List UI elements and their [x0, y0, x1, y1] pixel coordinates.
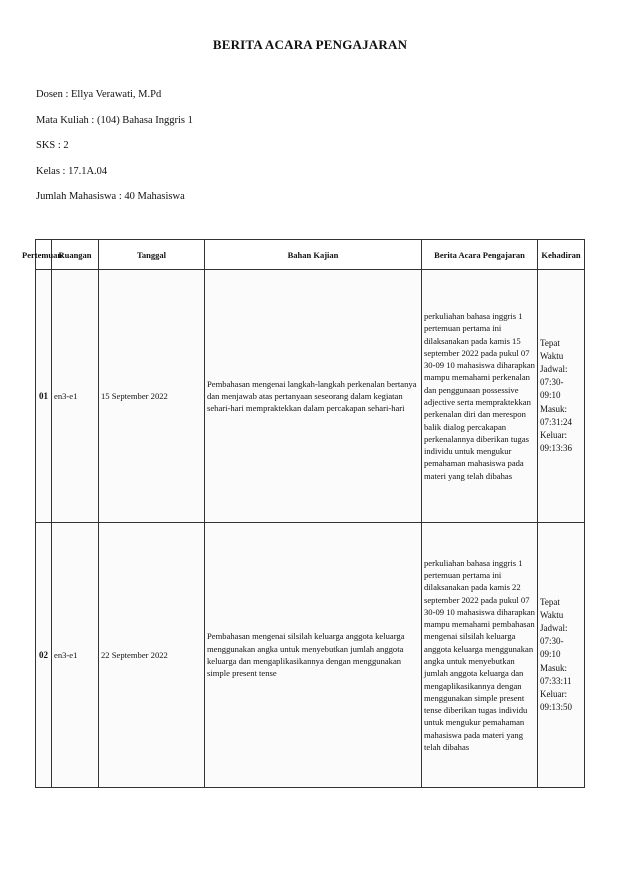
header-tanggal: Tanggal — [99, 240, 205, 270]
sks-info: SKS : 2 — [36, 140, 69, 151]
kelas-info: Kelas : 17.1A.04 — [36, 166, 108, 177]
kehadiran-keluar-label: Keluar: — [540, 689, 567, 699]
mata-kuliah-info: Mata Kuliah : (104) Bahasa Inggris 1 — [36, 115, 193, 126]
table-header-row — [36, 240, 585, 270]
kehadiran-keluar-label: Keluar: — [540, 430, 567, 440]
kehadiran-keluar: 09:13:36 — [540, 443, 573, 454]
cell-tanggal: 22 September 2022 — [99, 523, 205, 788]
cell-bahan-kajian: Pembahasan mengenai langkah-langkah perkenalan bertanya dan menjawab atas pertanyaan seseorang dalam kegiatan sehari-hari mempraktekkan dalam percakapan sehari-hari — [205, 270, 422, 523]
cell-ruangan: en3-e1 — [52, 270, 99, 523]
jumlah-mahasiswa-info: Jumlah Mahasiswa : 40 Mahasiswa — [36, 191, 185, 202]
table-row — [36, 270, 585, 523]
dosen-info: Dosen : Ellya Verawati, M.Pd — [36, 89, 162, 100]
header-pertemuan: Pertemuan — [36, 240, 52, 270]
kehadiran-masuk: 07:31:24 — [540, 416, 573, 427]
cell-pertemuan: 02 — [36, 523, 52, 788]
cell-kehadiran — [538, 523, 585, 788]
kehadiran-status: Tepat Waktu — [540, 337, 564, 361]
kehadiran-masuk-label: Masuk: — [540, 662, 567, 673]
cell-kehadiran — [538, 270, 585, 523]
kehadiran-keluar: 09:13:50 — [540, 702, 573, 713]
cell-pertemuan: 01 — [36, 270, 52, 523]
cell-bahan-kajian: Pembahasan mengenai silsilah keluarga anggota keluarga menggunakan angka untuk menyebutkan jumlah anggota keluarga dan mengaplikasikannya dengan menggunakan simple present tense — [205, 523, 422, 788]
berita-acara-table — [22, 239, 585, 788]
kehadiran-jadwal: 07:30-09:10 — [540, 636, 564, 660]
table-row — [36, 523, 585, 788]
page-title: BERITA ACARA PENGAJARAN — [212, 37, 408, 52]
cell-tanggal: 15 September 2022 — [99, 270, 205, 523]
header-bahan-kajian: Bahan Kajian — [205, 240, 422, 270]
kehadiran-status: Tepat Waktu — [540, 596, 564, 620]
kehadiran-jadwal-label: Jadwal: — [540, 363, 568, 374]
header-berita-acara: Berita Acara Pengajaran — [422, 240, 538, 270]
header-ruangan: Ruangan — [52, 240, 99, 270]
cell-berita-acara: perkuliahan bahasa inggris 1 pertemuan pertama ini dilaksanakan pada kamis 22 september 2022 pada pukul 07 30-09 10 mahasiswa diharapkan mampu memahami pembahasan mengenai silsilah keluarga anggota keluarga menggunakan angka untuk menyebutkan jumlah anggota keluarga dan mengaplikasikannya dengan menggunakan simple present tense diberikan tugas individu untuk mengukur pemahaman mahasiswa pada materi yang telah dibahas — [422, 523, 538, 788]
kehadiran-masuk-label: Masuk: — [540, 403, 567, 414]
cell-berita-acara: perkuliahan bahasa inggris 1 pertemuan pertama ini dilaksanakan pada kamis 15 september 2022 pada pukul 07 30-09 10 mahasiswa diharapkan mampu memahami perkenalan dan penggunaan possessive adjective serta mempraktekkan perkenalan diri dan merespon balik dialog percakapan perkenalannya diberikan tugas individu untuk mengukur pemahaman mahasiswa pada materi yang telah dibahas — [422, 270, 538, 523]
kehadiran-jadwal: 07:30-09:10 — [540, 377, 564, 401]
header-kehadiran: Kehadiran — [538, 240, 585, 270]
kehadiran-jadwal-label: Jadwal: — [540, 622, 568, 633]
kehadiran-masuk: 07:33:11 — [540, 675, 572, 686]
cell-ruangan: en3-e1 — [52, 523, 99, 788]
